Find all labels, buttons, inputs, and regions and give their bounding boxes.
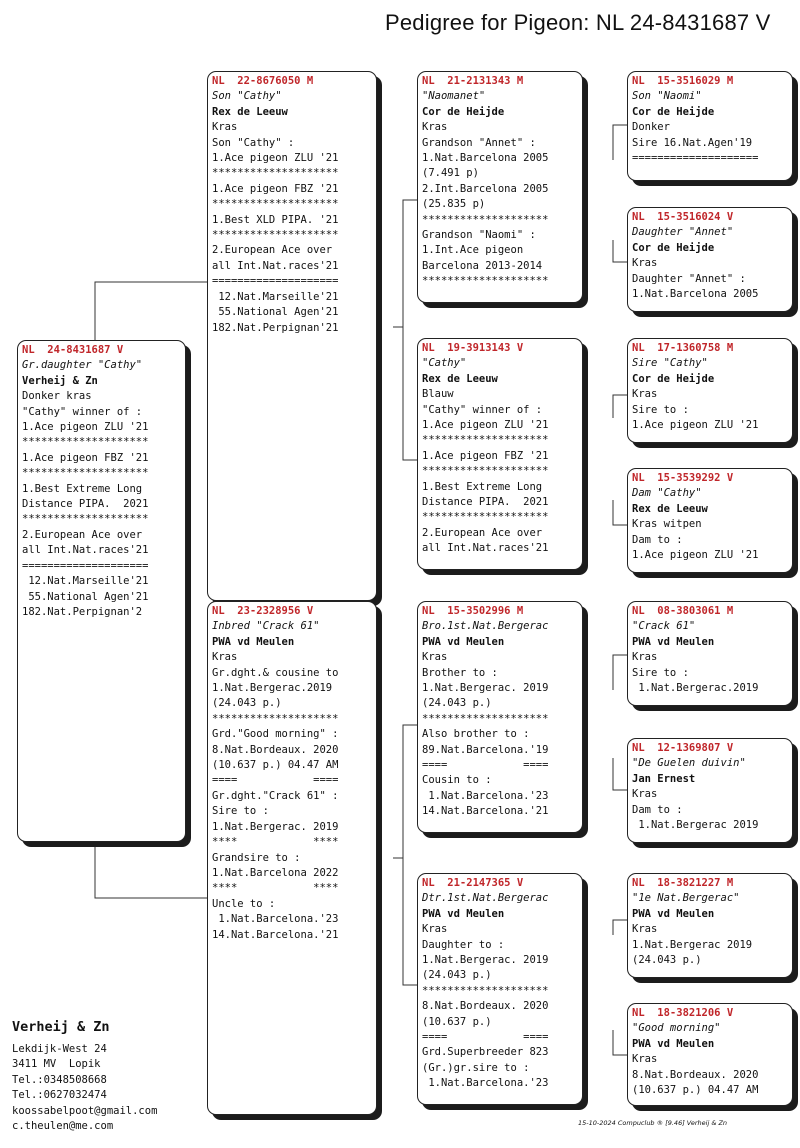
dam-dam-sire-card[interactable]: [627, 873, 793, 978]
detail-line: Distance PIPA. 2021: [22, 498, 149, 511]
detail-line: Tel.:0627032474: [12, 1089, 107, 1101]
card-details: [422, 922, 578, 1091]
detail-line: Son "Cathy" :: [212, 136, 295, 149]
dam-dam-dam-card[interactable]: [627, 1003, 793, 1106]
card-details: [422, 650, 578, 819]
print-footer: 15-10-2024 Compuclub ® [9.46] Verheij & Zn: [578, 1119, 728, 1127]
pigeon-name: Gr.daughter "Cathy": [22, 359, 143, 372]
detail-line: Grd."Good morning" :: [212, 728, 339, 741]
breeder-name: Rex de Leeuw: [422, 372, 498, 385]
detail-line: Kras: [422, 923, 448, 936]
detail-line: 1.Ace pigeon ZLU '21: [212, 152, 339, 165]
pigeon-name: Dam "Cathy": [632, 487, 702, 500]
detail-line: Daughter to :: [422, 938, 505, 951]
breeder-name: Rex de Leeuw: [212, 105, 288, 118]
ring-number: NL 15-3502996 M: [422, 605, 524, 617]
detail-line: ********************: [422, 434, 549, 447]
detail-line: ********************: [22, 467, 149, 480]
detail-line: 1.Ace pigeon ZLU '21: [632, 549, 759, 562]
owner-name: Verheij & Zn: [12, 1019, 110, 1035]
detail-line: 1.Nat.Bergerac.2019: [632, 682, 759, 695]
breeder-name: Verheij & Zn: [22, 374, 98, 387]
detail-line: Tel.:0348508668: [12, 1073, 107, 1086]
detail-line: 1.Nat.Bergerac 2019: [632, 938, 753, 951]
detail-line: 12.Nat.Marseille'21: [22, 575, 149, 588]
dam-dam-card[interactable]: [417, 873, 583, 1105]
detail-line: Kras: [632, 257, 658, 270]
detail-line: (25.835 p): [422, 198, 486, 211]
detail-line: ==== ====: [422, 1031, 549, 1044]
connector-ss-sss: [613, 125, 627, 160]
ring-number: NL 15-3516024 V: [632, 211, 734, 223]
detail-line: 1.Best Extreme Long: [22, 482, 143, 495]
card-details: [632, 787, 788, 833]
detail-line: 1.Best Extreme Long: [422, 480, 543, 493]
detail-line: Lekdijk-West 24: [12, 1042, 107, 1055]
page-title: Pedigree for Pigeon: NL 24-8431687 V: [385, 10, 771, 35]
ring-number: NL 24-8431687 V: [22, 344, 124, 356]
detail-line: 1.Nat.Barcelona.'23: [422, 789, 549, 802]
card-details: [422, 120, 578, 289]
detail-line: Brother to :: [422, 666, 498, 679]
detail-line: 1.Nat.Barcelona.'23: [212, 913, 339, 926]
detail-line: **** ****: [212, 836, 339, 849]
detail-line: all Int.Nat.races'21: [22, 544, 149, 557]
breeder-name: PWA vd Meulen: [212, 635, 295, 648]
detail-line: 14.Nat.Barcelona.'21: [422, 805, 549, 818]
pigeon-name: "Good morning": [632, 1022, 721, 1035]
breeder-name: PWA vd Meulen: [632, 635, 715, 648]
detail-line: 1.Int.Ace pigeon: [422, 244, 524, 257]
card-details: [212, 120, 372, 336]
detail-line: **** ****: [212, 882, 339, 895]
connector-dam-dd: [403, 858, 417, 985]
connector-sd-sds: [613, 395, 627, 418]
card-details: [632, 1052, 788, 1098]
card-details: [632, 922, 788, 968]
detail-line: Kras: [632, 788, 658, 801]
connector-sire-ss: [393, 200, 417, 327]
detail-line: 182.Nat.Perpignan'21: [212, 321, 339, 334]
breeder-name: Rex de Leeuw: [632, 502, 708, 515]
detail-line: ==== ====: [212, 774, 339, 787]
detail-line: Kras: [632, 388, 658, 401]
connector-subject-sire: [95, 282, 207, 340]
detail-line: Kras: [212, 651, 238, 664]
pigeon-name: Inbred "Crack 61": [212, 620, 320, 633]
breeder-name: Cor de Heijde: [422, 105, 505, 118]
detail-line: Donker: [632, 121, 670, 134]
detail-line: Barcelona 2013-2014: [422, 259, 543, 272]
ring-number: NL 18-3821227 M: [632, 877, 734, 889]
pigeon-name: "Crack 61": [632, 620, 696, 633]
detail-line: 2.European Ace over: [212, 244, 333, 257]
detail-line: 1.Nat.Bergerac.2019: [212, 682, 333, 695]
ring-number: NL 18-3821206 V: [632, 1007, 734, 1019]
detail-line: Sire to :: [212, 805, 269, 818]
ring-number: NL 12-1369807 V: [632, 742, 734, 754]
detail-line: Sire to :: [632, 666, 689, 679]
detail-line: Kras: [212, 121, 238, 134]
card-details: [22, 389, 181, 620]
dam-card[interactable]: [207, 601, 377, 1115]
sire-dam-dam-card[interactable]: [627, 468, 793, 573]
card-details: [212, 650, 372, 943]
detail-line: (10.637 p.) 04.47 AM: [212, 759, 339, 772]
sire-sire-dam-card[interactable]: [627, 207, 793, 312]
pigeon-name: Son "Naomi": [632, 90, 702, 103]
sire-dam-sire-card[interactable]: [627, 338, 793, 443]
breeder-name: Cor de Heijde: [632, 105, 715, 118]
detail-line: 3411 MV Lopik: [12, 1058, 101, 1070]
detail-line: 182.Nat.Perpignan'2: [22, 605, 143, 618]
detail-line: ********************: [422, 465, 549, 478]
sire-dam-card[interactable]: [417, 338, 583, 570]
detail-line: Sire to :: [632, 403, 689, 416]
connector-sd-sdd: [613, 500, 627, 525]
dam-sire-dam-card[interactable]: [627, 738, 793, 843]
detail-line: (24.043 p.): [422, 697, 492, 710]
detail-line: 1.Nat.Barcelona 2022: [212, 866, 339, 879]
ring-number: NL 19-3913143 V: [422, 342, 524, 354]
detail-line: 1.Ace pigeon ZLU '21: [22, 421, 149, 434]
breeder-name: Cor de Heijde: [632, 241, 715, 254]
pigeon-name: "Cathy": [422, 357, 467, 370]
detail-line: ********************: [212, 229, 339, 242]
detail-line: ====================: [632, 152, 759, 165]
detail-line: ********************: [22, 436, 149, 449]
sire-sire-sire-card[interactable]: [627, 71, 793, 181]
detail-line: 2.Int.Barcelona 2005: [422, 182, 549, 195]
breeder-name: PWA vd Meulen: [632, 907, 715, 920]
detail-line: 1.Nat.Bergerac. 2019: [212, 820, 339, 833]
ring-number: NL 08-3803061 M: [632, 605, 734, 617]
connector-subject-dam: [95, 842, 207, 898]
pigeon-name: Sire "Cathy": [632, 357, 708, 370]
detail-line: 14.Nat.Barcelona.'21: [212, 928, 339, 941]
detail-line: Kras: [422, 121, 448, 134]
detail-line: 1.Best XLD PIPA. '21: [212, 213, 339, 226]
detail-line: (24.043 p.): [422, 969, 492, 982]
card-details: [632, 517, 788, 563]
pigeon-name: Dtr.1st.Nat.Bergerac: [422, 892, 549, 905]
detail-line: (7.491 p): [422, 167, 479, 180]
detail-line: Dam to :: [632, 533, 683, 546]
detail-line: koossabelpoot@gmail.com: [12, 1104, 158, 1117]
ring-number: NL 22-8676050 M: [212, 75, 314, 87]
detail-line: all Int.Nat.races'21: [422, 542, 549, 555]
detail-line: Kras: [632, 651, 658, 664]
detail-line: Grandson "Annet" :: [422, 136, 536, 149]
pigeon-name: "1e Nat.Bergerac": [632, 892, 740, 905]
detail-line: ********************: [212, 167, 339, 180]
card-details: [632, 256, 788, 302]
detail-line: 89.Nat.Barcelona.'19: [422, 743, 549, 756]
detail-line: Cousin to :: [422, 774, 492, 787]
breeder-name: PWA vd Meulen: [632, 1037, 715, 1050]
detail-line: all Int.Nat.races'21: [212, 259, 339, 272]
detail-line: ********************: [422, 984, 549, 997]
card-details: [632, 650, 788, 696]
detail-line: Kras: [632, 1053, 658, 1066]
detail-line: ********************: [422, 511, 549, 524]
detail-line: ********************: [212, 712, 339, 725]
connector-dd-ddd: [613, 1030, 627, 1055]
detail-line: Sire 16.Nat.Agen'19: [632, 136, 753, 149]
detail-line: Grandsire to :: [212, 851, 301, 864]
detail-line: 1.Ace pigeon ZLU '21: [632, 419, 759, 432]
detail-line: Grandson "Naomi" :: [422, 229, 536, 242]
address-lines: [12, 1042, 157, 1135]
detail-line: 55.National Agen'21: [22, 590, 149, 603]
detail-line: Distance PIPA. 2021: [422, 496, 549, 509]
detail-line: ********************: [422, 213, 549, 226]
detail-line: ********************: [22, 513, 149, 526]
detail-line: 2.European Ace over: [422, 526, 543, 539]
subject-pigeon-card[interactable]: [17, 340, 186, 842]
detail-line: ********************: [422, 712, 549, 725]
detail-line: Kras: [632, 923, 658, 936]
ring-number: NL 23-2328956 V: [212, 605, 314, 617]
detail-line: "Cathy" winner of :: [22, 405, 143, 418]
connector-dam-ds: [393, 725, 417, 858]
detail-line: 1.Nat.Bergerac. 2019: [422, 954, 549, 967]
connector-ds-dsd: [613, 758, 627, 790]
pigeon-name: "De Guelen duivin": [632, 757, 746, 770]
detail-line: Gr.dght.& cousine to: [212, 666, 339, 679]
breeder-name: PWA vd Meulen: [422, 907, 505, 920]
sire-card[interactable]: [207, 71, 377, 601]
detail-line: c.theulen@me.com: [12, 1120, 114, 1132]
detail-line: Daughter "Annet" :: [632, 272, 746, 285]
detail-line: (10.637 p.) 04.47 AM: [632, 1084, 759, 1097]
detail-line: 12.Nat.Marseille'21: [212, 290, 339, 303]
card-details: [422, 387, 578, 556]
detail-line: 8.Nat.Bordeaux. 2020: [422, 1000, 549, 1013]
detail-line: "Cathy" winner of :: [422, 403, 543, 416]
detail-line: 1.Ace pigeon ZLU '21: [422, 419, 549, 432]
sire-sire-card[interactable]: [417, 71, 583, 303]
connector-ds-dss: [613, 655, 627, 690]
connector-ss-ssd: [613, 240, 627, 262]
detail-line: 1.Nat.Bergerac. 2019: [422, 682, 549, 695]
detail-line: ====================: [22, 559, 149, 572]
dam-sire-card[interactable]: [417, 601, 583, 833]
detail-line: ********************: [212, 198, 339, 211]
breeder-name: PWA vd Meulen: [422, 635, 505, 648]
detail-line: 1.Ace pigeon FBZ '21: [22, 451, 149, 464]
detail-line: Uncle to :: [212, 897, 276, 910]
detail-line: 1.Nat.Barcelona 2005: [422, 152, 549, 165]
detail-line: 1.Ace pigeon FBZ '21: [422, 449, 549, 462]
detail-line: (24.043 p.): [632, 954, 702, 967]
detail-line: 2.European Ace over: [22, 528, 143, 541]
detail-line: ==== ====: [422, 759, 549, 772]
breeder-name: Cor de Heijde: [632, 372, 715, 385]
detail-line: Gr.dght."Crack 61" :: [212, 789, 339, 802]
pigeon-name: Bro.1st.Nat.Bergerac: [422, 620, 549, 633]
ring-number: NL 15-3516029 M: [632, 75, 734, 87]
detail-line: (24.043 p.): [212, 697, 282, 710]
detail-line: Grd.Superbreeder 823: [422, 1046, 549, 1059]
detail-line: Blauw: [422, 388, 454, 401]
ring-number: NL 21-2131343 M: [422, 75, 524, 87]
detail-line: (10.637 p.): [422, 1015, 492, 1028]
detail-line: ====================: [212, 275, 339, 288]
detail-line: 1.Nat.Barcelona.'23: [422, 1077, 549, 1090]
dam-sire-sire-card[interactable]: [627, 601, 793, 706]
pigeon-name: "Naomanet": [422, 90, 486, 103]
detail-line: Kras witpen: [632, 518, 702, 531]
detail-line: Also brother to :: [422, 728, 530, 741]
detail-line: 1.Ace pigeon FBZ '21: [212, 182, 339, 195]
ring-number: NL 15-3539292 V: [632, 472, 734, 484]
pigeon-name: Daughter "Annet": [632, 226, 734, 239]
breeder-name: Jan Ernest: [632, 772, 696, 785]
detail-line: 1.Nat.Bergerac 2019: [632, 819, 759, 832]
ring-number: NL 21-2147365 V: [422, 877, 524, 889]
connector-dd-dds: [613, 920, 627, 935]
pigeon-name: Son "Cathy": [212, 90, 282, 103]
card-details: [632, 120, 788, 166]
detail-line: 55.National Agen'21: [212, 306, 339, 319]
detail-line: ********************: [422, 275, 549, 288]
detail-line: 1.Nat.Barcelona 2005: [632, 288, 759, 301]
detail-line: 8.Nat.Bordeaux. 2020: [632, 1068, 759, 1081]
ring-number: NL 17-1360758 M: [632, 342, 734, 354]
detail-line: Kras: [422, 651, 448, 664]
detail-line: Dam to :: [632, 803, 683, 816]
owner-address-block: [12, 1020, 157, 1135]
detail-line: 8.Nat.Bordeaux. 2020: [212, 743, 339, 756]
detail-line: Donker kras: [22, 390, 92, 403]
connector-sire-sd: [403, 327, 417, 460]
card-details: [632, 387, 788, 433]
detail-line: (Gr.)gr.sire to :: [422, 1061, 530, 1074]
